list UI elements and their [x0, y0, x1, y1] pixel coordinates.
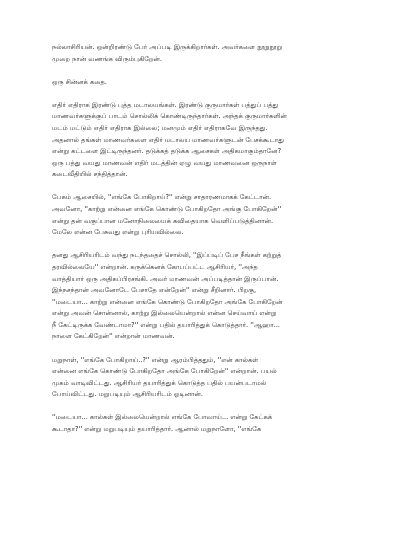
text-line: நீ கேட்டிருக்க வேண்டாமா?'' என்று பதில் தயாரித்துக் கொடுத்தார். ''ஆஹா... [52, 320, 281, 329]
paragraph-3 [52, 100, 370, 181]
paragraph-5 [52, 250, 370, 343]
text-line: மேலே என்ன பேசுவது என்று புரியவில்லை. [52, 228, 184, 237]
text-line: ''மடையா... காற்று என்னை எங்கே கொண்டு போகிறதோ அங்கே போகிறேன் [52, 297, 283, 306]
text-line: இந்நசந்தான் அவனோடே பேசாதே என்றேன்'' என்று சீறினார். பிறகு, [52, 286, 257, 295]
text-line: கூடாதா?'' என்று மறுபடியும் தயாரித்தார். ஆனால் மறுநாளோ, ''எங்கே [52, 425, 262, 434]
paragraph-7 [52, 412, 370, 435]
text-line: என்னை எங்கே கொண்டு போகிறதோ அங்கே போகிறேன்'' என்றான். பயல் [52, 367, 277, 376]
text-line: அவனோ, ''காற்று என்னை எங்கே கொண்டு போகிறதோ அங்கு போகிறேன்'' [52, 205, 282, 214]
text-line: எதிர் எதிராக இரண்டு புத்த மடாலயங்கள். இரண்டு குருமார்கள் பத்துப் பத்து [52, 100, 279, 109]
text-line: கடைவீதியில் சந்தித்தான். [52, 170, 128, 179]
text-line: ''மடையா... கால்கள் இல்லையென்றால் எங்கே போவாய்... என்று கேட்கக் [52, 413, 273, 422]
text-line: மடம் மட்டும் எதிர் எதிராக இல்லை; மனமும் எதிர் எதிராகவே இருந்தது. [52, 123, 268, 132]
text-line: மாணவர்களுக்குப் பாடம் சொல்லிக் கொண்டிருந்தார்கள். அந்தக் குருமார்களின் [52, 112, 287, 121]
text-line: ஒரு சின்னக் கதை. [52, 77, 107, 86]
text-line: என்று கட்டளை இட்டிருந்தனர். தடுக்கத் தடுக்க ஆசைகள் அதிகமாகும்தானே? [52, 147, 282, 156]
text-line: என்று தன் வகுப்பான மனோநிலையைக் கவிதையாக வெளிப்படுத்தினான். [52, 216, 274, 225]
text-line: என்று அவன் சொன்னால், காற்று இல்லையென்றால் என்ன செய்வாய் என்று [52, 309, 277, 318]
text-line: தரவில்லையே'' என்றான். கருக்கெனக் கோபப்பட்ட ஆசிரியர், ''அந்த [52, 262, 258, 271]
paragraph-6 [52, 355, 370, 401]
text-line: போய்விட்டது. மறுபடியும் ஆசிரியரிடம் ஓடினான். [52, 390, 204, 399]
text-line: மறுநாள், ''எங்கே போகிறாய்..?'' என்று ஆரம்பித்ததும், ''என் கால்கள் [52, 355, 259, 364]
text-line: முறை நான் வணங்க விரும்புகிறேன். [52, 54, 162, 63]
text-line: தனது ஆசிரியரிடம் வந்து நடந்ததைச் சொல்லி, ''இப்படிப் பேச நீங்கள் கற்றுத் [52, 251, 282, 260]
paragraph-2 [52, 77, 370, 89]
text-line: பேசும் ஆசையில், ''எங்கே போகிறாய்?'' என்று சாதாரணமாகக் கேட்டான். [52, 193, 272, 202]
text-line: நாளை கேட்கிறேன்'' என்றான் மாணவன். [52, 332, 175, 341]
text-line: அதனால் தங்கள் மாணவர்களை எதிர் மடாலய மாணவர்களுடன் பேசக்கூடாது [52, 135, 284, 144]
text-line: வாத்தியார் ஒரு அதிகப்பிரசங்கி. அவர் மாணவன் அப்படித்தான் இருப்பான். [52, 274, 279, 283]
document-page [52, 42, 370, 447]
text-line: முகம் வாடிவிட்டது. ஆசிரியர் தயாரித்துக் கொடுத்த பதில் பயன்படாமல் [52, 378, 267, 387]
paragraph-4 [52, 192, 370, 238]
text-line: நல்லாசிரியன். ஒன்றிரண்டு பேர் அப்படி இருக்கிறார்கள். அவர்களை நூறுநூறு [52, 43, 283, 51]
paragraph-1 [52, 42, 370, 65]
text-line: ஒரு பத்து வயது மாணவன் எதிர் மடத்தின் ஏழு வயது மாணவனை ஒருநாள் [52, 158, 277, 167]
